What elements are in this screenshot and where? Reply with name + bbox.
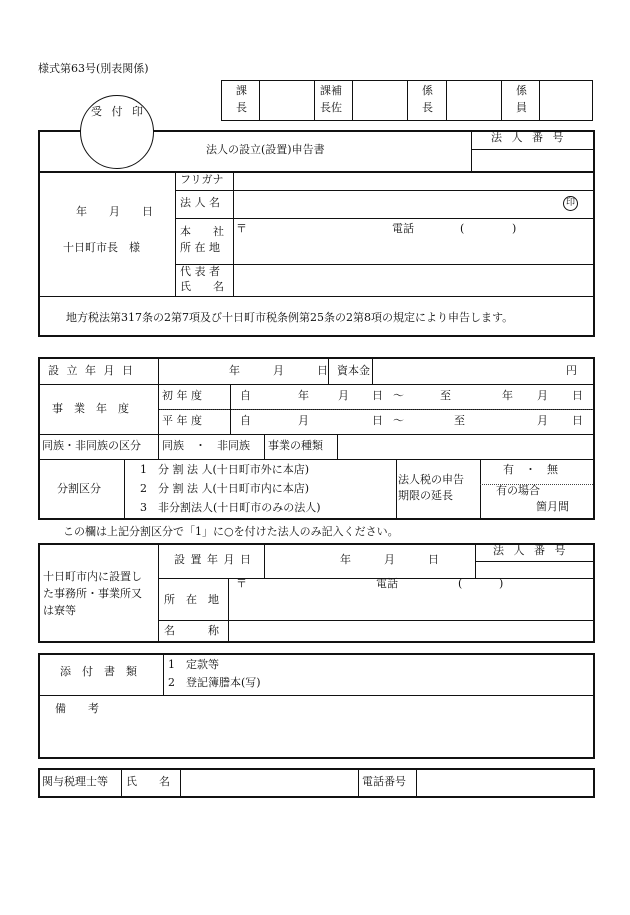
branch-phone-paren-close: ) — [499, 577, 504, 590]
tax-accountant-name-field[interactable] — [182, 771, 352, 795]
seal-text: 印 — [566, 198, 576, 208]
normal-to-month: 月 — [537, 414, 548, 427]
tax-accountant-phone-field[interactable] — [420, 771, 590, 795]
postal-mark: 〒 — [236, 222, 247, 235]
normal-from-day: 日 — [372, 414, 383, 427]
branch-phone-paren-open: ( — [458, 577, 463, 590]
first-year-label: 初 年 度 — [162, 389, 202, 402]
division-item-1[interactable]: 1 分 割 法 人(十日町市外に本店) — [140, 463, 310, 476]
extension-options[interactable]: 有 ・ 無 — [503, 463, 558, 476]
corp-name-field[interactable] — [235, 190, 555, 214]
approval-kacho-1: 課 — [236, 84, 247, 97]
honsha-label-2: 所 在 地 — [180, 241, 220, 254]
first-to: 至 — [440, 389, 451, 402]
branch-label-2: た事務所・事業所又 — [43, 587, 142, 600]
addressee: 十日町市長 様 — [63, 241, 140, 254]
phone-paren-close: ) — [512, 222, 517, 235]
normal-year-label: 平 年 度 — [162, 414, 202, 427]
approval-boxes — [221, 80, 593, 121]
remarks-label: 備 考 — [55, 702, 99, 715]
setup-date-label: 設 置 年 月 日 — [174, 553, 252, 566]
first-from-year: 年 — [298, 389, 309, 402]
family-class-options[interactable]: 同族 ・ 非同族 — [162, 439, 250, 452]
remarks-field[interactable] — [100, 698, 590, 754]
first-from-month: 月 — [338, 389, 349, 402]
business-type-field[interactable] — [338, 434, 590, 456]
normal-from: 自 — [240, 414, 251, 427]
representative-label-2: 氏 名 — [180, 280, 224, 293]
business-type-label: 事業の種類 — [268, 439, 323, 452]
approval-kakariin-1: 係 — [516, 84, 527, 97]
extension-if-yes: 有の場合 — [496, 484, 540, 497]
division-label: 分割区分 — [57, 482, 101, 495]
attachments-label: 添 付 書 類 — [60, 665, 137, 678]
approval-kachohosa-1: 課補 — [320, 84, 342, 97]
application-date: 年 月 日 — [76, 205, 153, 218]
approval-kachohosa-2: 長佐 — [320, 101, 342, 114]
normal-tilde: ～ — [393, 414, 404, 427]
capital-unit: 円 — [566, 364, 577, 377]
first-from-day: 日 — [372, 389, 383, 402]
honsha-label-1: 本 社 — [180, 225, 224, 238]
establish-date-value[interactable]: 年 月 日 — [229, 364, 328, 377]
branch-note: この欄は上記分割区分で「1」に○を付けた法人のみ記入ください。 — [63, 525, 399, 538]
normal-to-day: 日 — [572, 414, 583, 427]
tax-accountant-phone-label: 電話番号 — [362, 775, 406, 788]
first-to-year: 年 — [502, 389, 513, 402]
first-to-month: 月 — [537, 389, 548, 402]
branch-name-label: 名 称 — [164, 624, 219, 637]
establish-date-label: 設 立 年 月 日 — [48, 364, 135, 377]
branch-corp-number-field[interactable] — [474, 561, 593, 576]
declaration-text: 地方税法第317条の2第7項及び十日町市税条例第25条の2第8項の規定により申告します。 — [66, 311, 514, 324]
capital-field[interactable] — [372, 361, 562, 381]
tax-accountant-name-label: 氏 名 — [126, 775, 170, 788]
branch-label-1: 十日町市内に設置し — [43, 570, 142, 583]
tax-accountant-label: 関与税理士等 — [42, 775, 108, 788]
phone-label: 電話 — [392, 222, 414, 235]
branch-corp-number-label: 法 人 番 号 — [493, 544, 569, 557]
furigana-label: フリガナ — [180, 173, 224, 186]
branch-name-field[interactable] — [230, 620, 590, 640]
furigana-field[interactable] — [235, 172, 591, 188]
approval-kakariin-2: 員 — [516, 101, 527, 114]
extension-label-1: 法人税の申告 — [398, 473, 464, 486]
fiscal-year-label: 事 業 年 度 — [52, 402, 129, 415]
normal-from-month: 月 — [298, 414, 309, 427]
extension-months: 箇月間 — [536, 500, 569, 513]
honsha-address-field[interactable] — [248, 220, 588, 262]
representative-name-field[interactable] — [235, 265, 591, 293]
approval-kacho-2: 長 — [236, 101, 247, 114]
phone-paren-open: ( — [460, 222, 465, 235]
form-number: 様式第63号(別表関係) — [38, 62, 149, 75]
corp-name-label: 法 人 名 — [180, 196, 220, 209]
first-tilde: ～ — [393, 389, 404, 402]
corp-number-field[interactable] — [472, 150, 593, 168]
attachment-item-2: 2 登記簿謄本(写) — [168, 676, 261, 689]
setup-date-value[interactable]: 年 月 日 — [340, 553, 439, 566]
first-from: 自 — [240, 389, 251, 402]
corp-number-label: 法 人 番 号 — [491, 131, 567, 144]
branch-location-field[interactable] — [248, 577, 590, 617]
seal-mark — [563, 196, 578, 211]
division-item-3[interactable]: 3 非分割法人(十日町市のみの法人) — [140, 501, 321, 514]
family-class-label: 同族・非同族の区分 — [42, 439, 141, 452]
attachment-item-1: 1 定款等 — [168, 658, 219, 671]
approval-kakaricho-2: 長 — [422, 101, 433, 114]
capital-label: 資本金 — [337, 364, 370, 377]
first-to-day: 日 — [572, 389, 583, 402]
reception-stamp-label: 受 付 印 — [91, 105, 146, 118]
normal-to: 至 — [454, 414, 465, 427]
form-title: 法人の設立(設置)申告書 — [206, 143, 325, 156]
branch-location-label: 所 在 地 — [164, 593, 219, 606]
approval-kakaricho-1: 係 — [422, 84, 433, 97]
representative-label-1: 代 表 者 — [180, 265, 220, 278]
branch-label-3: は寮等 — [43, 604, 76, 617]
branch-postal-mark: 〒 — [236, 577, 247, 590]
branch-phone-label: 電話 — [376, 577, 398, 590]
division-item-2[interactable]: 2 分 割 法 人(十日町市内に本店) — [140, 482, 310, 495]
extension-label-2: 期限の延長 — [398, 489, 453, 502]
